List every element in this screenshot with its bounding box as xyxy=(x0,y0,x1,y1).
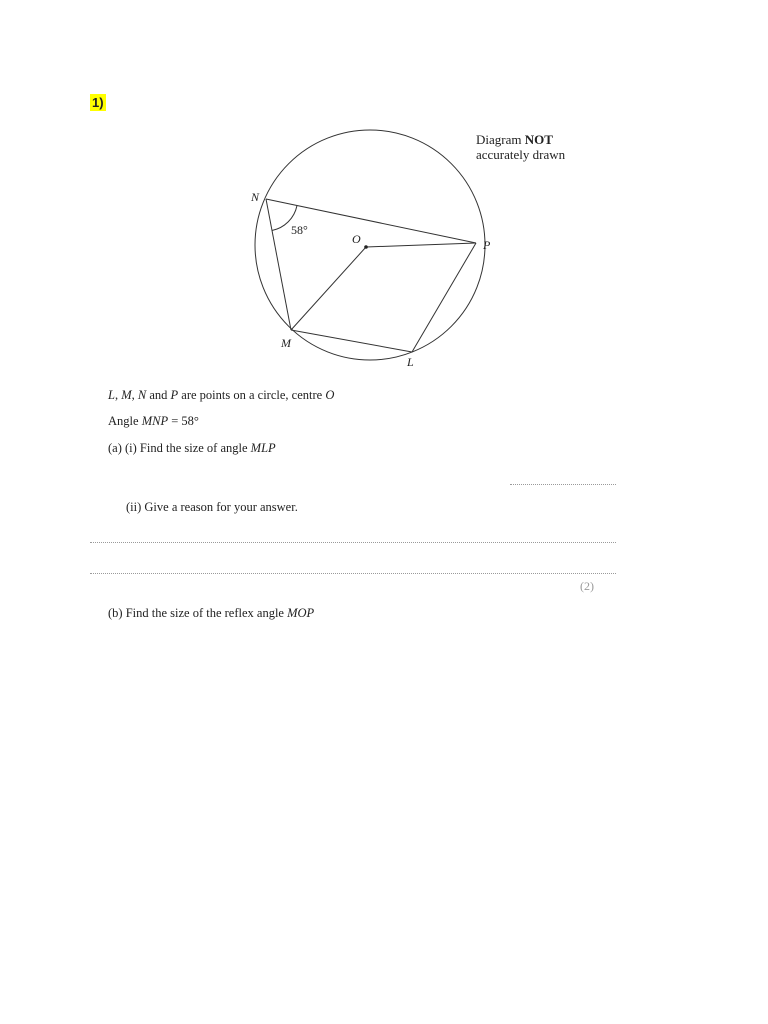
var-m: M xyxy=(121,388,132,402)
chord-ml xyxy=(291,330,412,352)
diagram-note-prefix: Diagram xyxy=(476,132,525,147)
chord-lp xyxy=(412,243,476,352)
diagram-note-bold: NOT xyxy=(524,132,553,147)
statement-line1 xyxy=(108,388,334,403)
part-a-ii: (ii) Give a reason for your answer. xyxy=(126,500,298,514)
diagram-note-line2: accurately drawn xyxy=(476,147,566,162)
label-o: O xyxy=(352,232,361,246)
chord-nm xyxy=(266,199,291,330)
radius-om xyxy=(291,247,366,330)
question-number: 1) xyxy=(92,95,104,110)
label-angle: 58° xyxy=(291,223,308,237)
circle-diagram xyxy=(0,0,768,400)
label-p: P xyxy=(483,238,491,252)
sep-3: and xyxy=(146,388,171,402)
label-n: N xyxy=(251,190,260,204)
part-a-i-var: MLP xyxy=(250,441,276,455)
marks-a: (2) xyxy=(580,579,594,593)
angle-var: MNP xyxy=(141,414,169,428)
part-a-i xyxy=(108,441,276,456)
label-l: L xyxy=(407,355,414,369)
answer-line-a-i[interactable] xyxy=(510,484,616,485)
var-p: P xyxy=(170,388,179,402)
var-o: O xyxy=(325,388,335,402)
angle-suffix: = 58° xyxy=(168,414,199,428)
part-a-i-text: (a) (i) Find the size of angle xyxy=(108,441,251,455)
circle xyxy=(255,130,485,360)
part-b-var: MOP xyxy=(287,606,315,620)
answer-line-a-ii-1[interactable] xyxy=(90,542,616,543)
sep-2: , xyxy=(131,388,138,402)
statement-text: are points on a circle, centre xyxy=(178,388,326,402)
angle-prefix: Angle xyxy=(108,414,142,428)
sep-1: , xyxy=(114,388,122,402)
part-b xyxy=(108,606,314,621)
radius-op xyxy=(366,243,476,247)
statement-line2 xyxy=(108,414,199,429)
label-m: M xyxy=(281,336,291,350)
var-l: L xyxy=(108,388,115,402)
answer-line-a-ii-2[interactable] xyxy=(90,573,616,574)
part-b-text: (b) Find the size of the reflex angle xyxy=(108,606,288,620)
var-n: N xyxy=(137,388,147,402)
centre-point xyxy=(364,245,368,249)
